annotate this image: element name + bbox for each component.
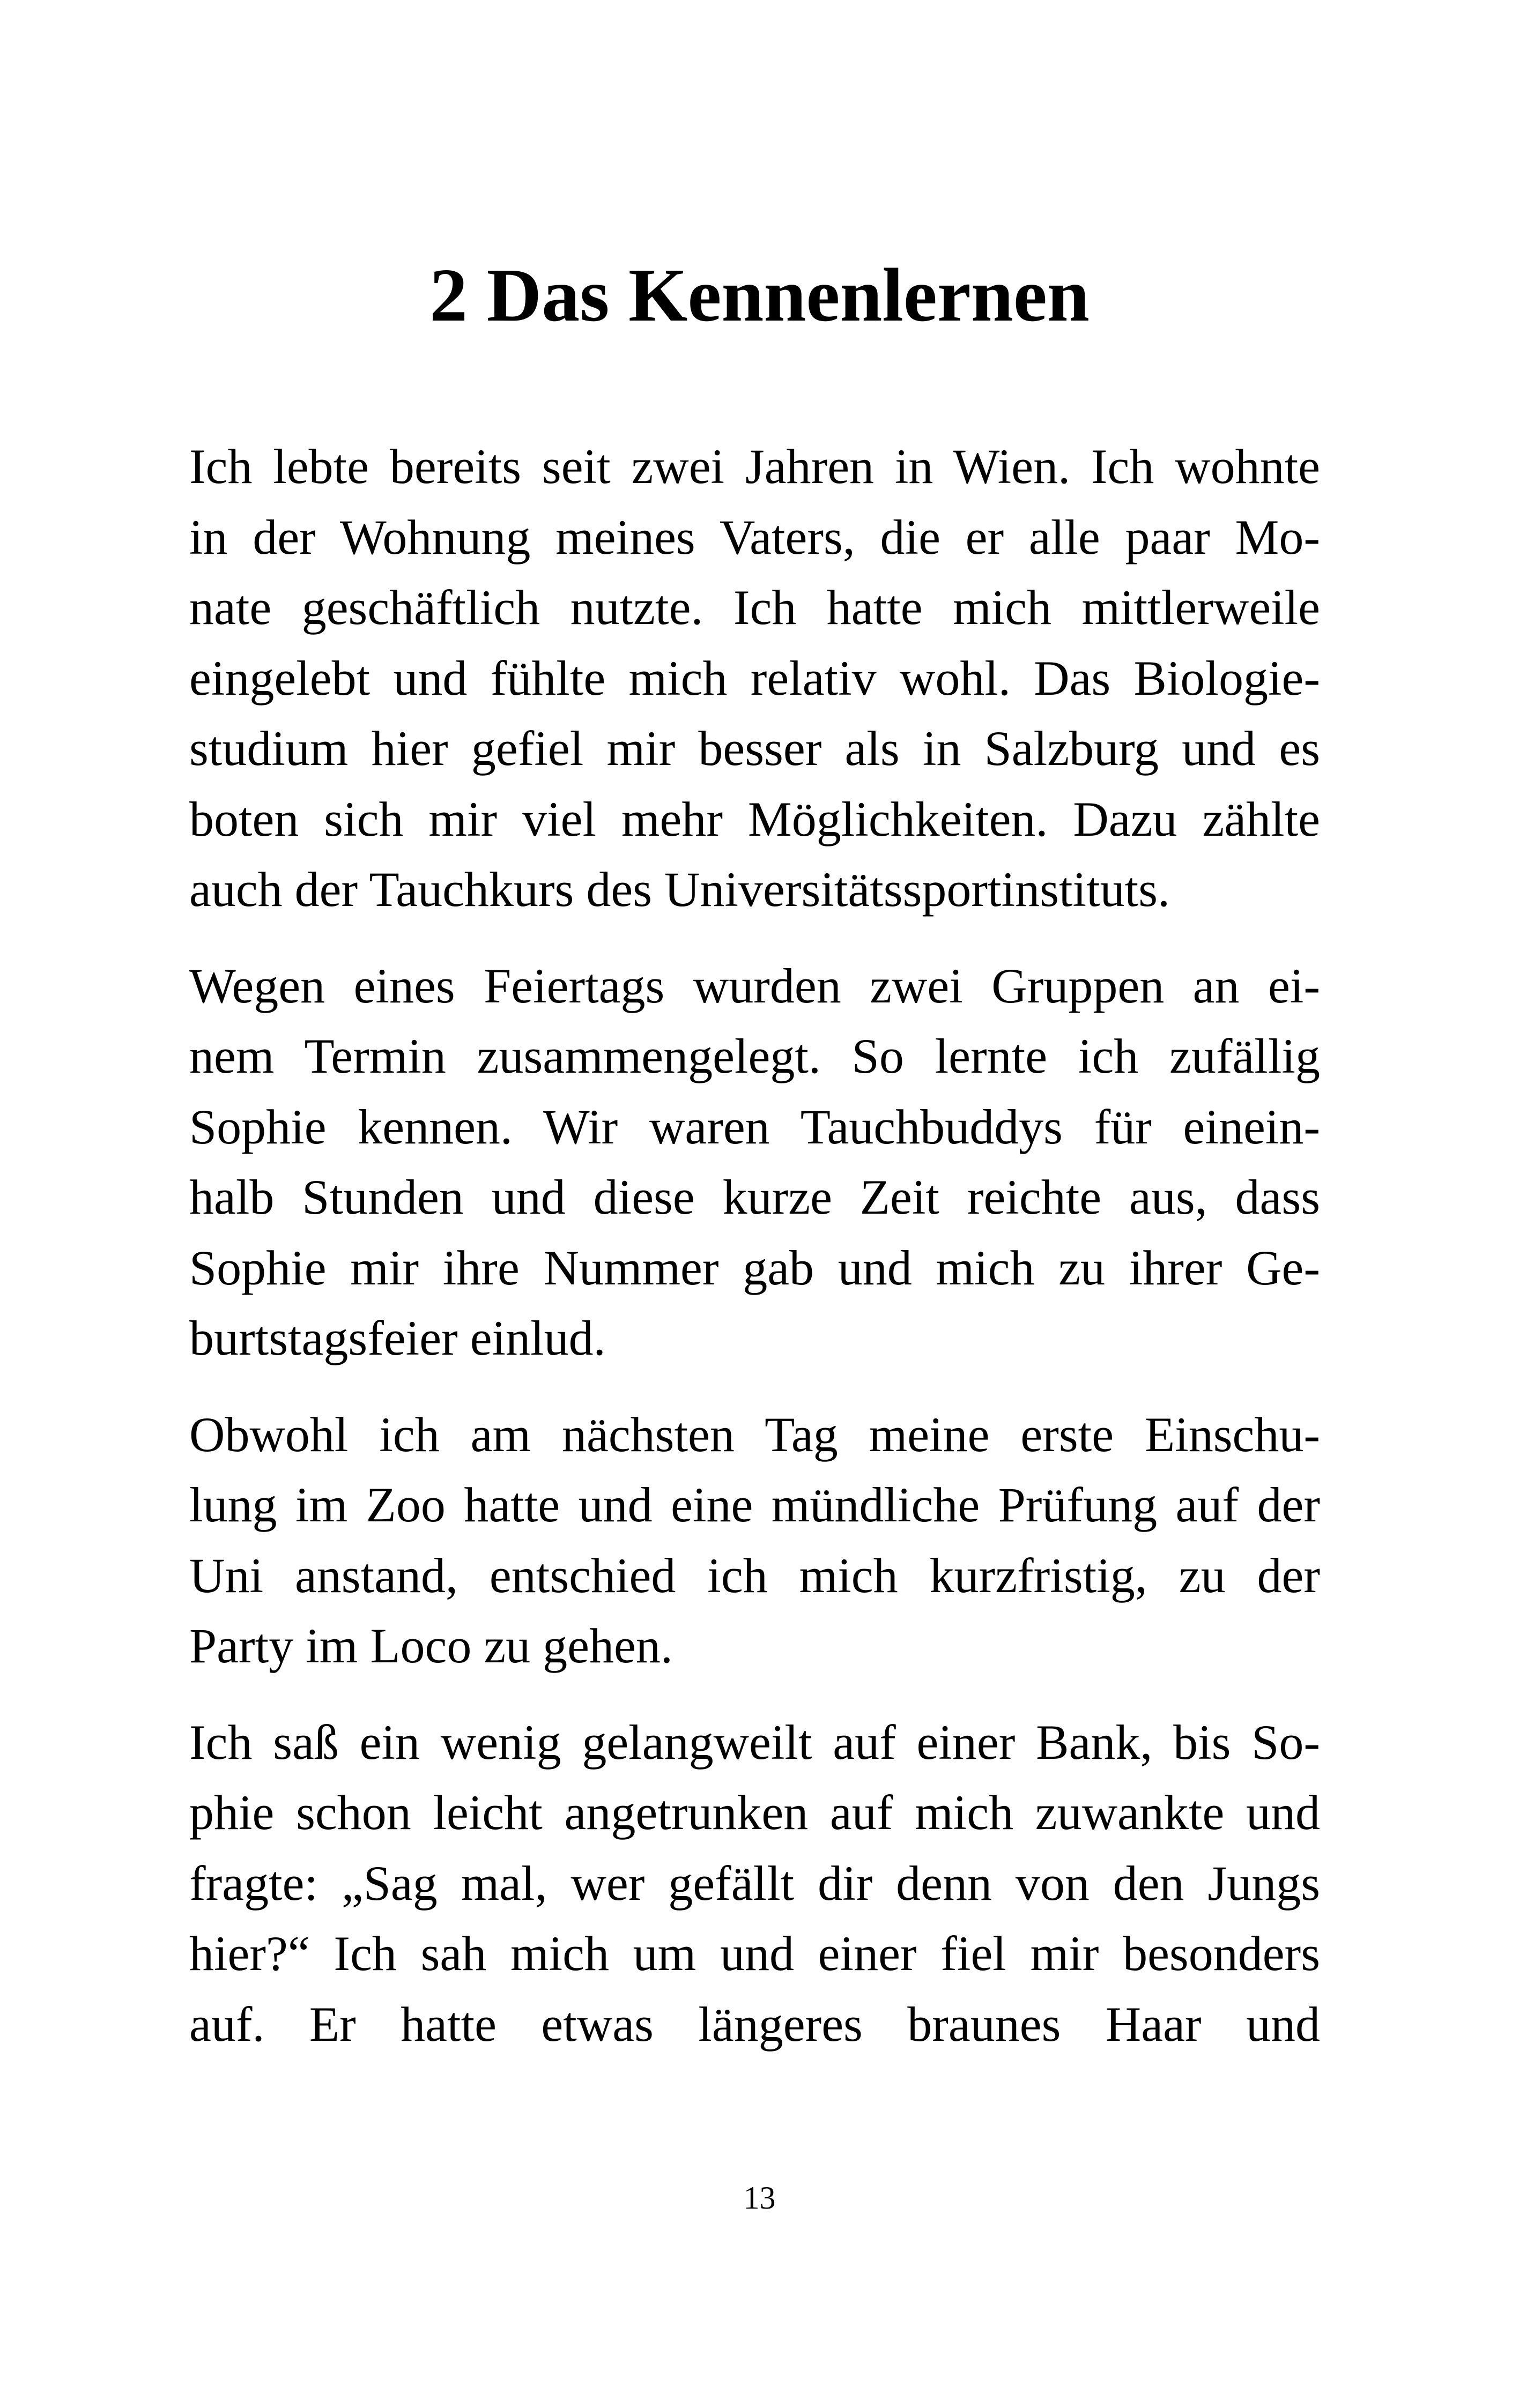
text-line: phie schon leicht angetrunken auf mich zuwankte und (189, 1785, 1320, 1840)
text-line: auf. Er hatte etwas längeres braunes Haar und (189, 1996, 1320, 2052)
text-line: eingelebt und fühlte mich relativ wohl. Das Biologie- (189, 650, 1320, 705)
text-line: Ich saß ein wenig gelangweilt auf einer Bank, bis So- (189, 1714, 1320, 1770)
text-line: Wegen eines Feiertags wurden zwei Gruppen an ei- (189, 958, 1320, 1013)
text-line: burtstagsfeier einlud. (189, 1311, 606, 1365)
text-line: Party im Loco zu gehen. (189, 1618, 673, 1673)
paragraph-1 (189, 432, 1320, 925)
text-line: studium hier gefiel mir besser als in Salzburg und es (189, 721, 1320, 776)
text-line: auch der Tauchkurs des Universitätssportinstituts. (189, 862, 1170, 917)
text-line: Uni anstand, entschied ich mich kurzfristig, zu der (189, 1548, 1320, 1603)
text-line: nem Termin zusammengelegt. So lernte ich zufällig (189, 1029, 1320, 1083)
paragraph-4 (189, 1707, 1320, 2060)
text-line: Ich lebte bereits seit zwei Jahren in Wien. Ich wohnte (189, 439, 1320, 494)
text-line: halb Stunden und diese kurze Zeit reichte aus, dass (189, 1170, 1320, 1224)
text-line: hier?“ Ich sah mich um und einer fiel mir besonders (189, 1926, 1320, 1981)
chapter-title: 2 Das Kennenlernen (429, 252, 1090, 337)
text-line: boten sich mir viel mehr Möglichkeiten. Dazu zählte (189, 791, 1320, 846)
text-line: Obwohl ich am nächsten Tag meine erste Einschu- (189, 1407, 1320, 1462)
text-line: fragte: „Sag mal, wer gefällt dir denn von den Jungs (189, 1855, 1320, 1911)
text-line: in der Wohnung meines Vaters, die er alle paar Mo- (189, 509, 1320, 564)
body-text (189, 432, 1320, 2085)
paragraph-3 (189, 1400, 1320, 1682)
paragraph-2 (189, 951, 1320, 1374)
text-line: nate geschäftlich nutzte. Ich hatte mich mittlerweile (189, 580, 1320, 635)
page-number: 13 (743, 2180, 776, 2216)
text-line: Sophie mir ihre Nummer gab und mich zu ihrer Ge- (189, 1240, 1320, 1295)
text-line: lung im Zoo hatte und eine mündliche Prüfung auf der (189, 1477, 1320, 1532)
text-line: Sophie kennen. Wir waren Tauchbuddys für einein- (189, 1099, 1320, 1154)
